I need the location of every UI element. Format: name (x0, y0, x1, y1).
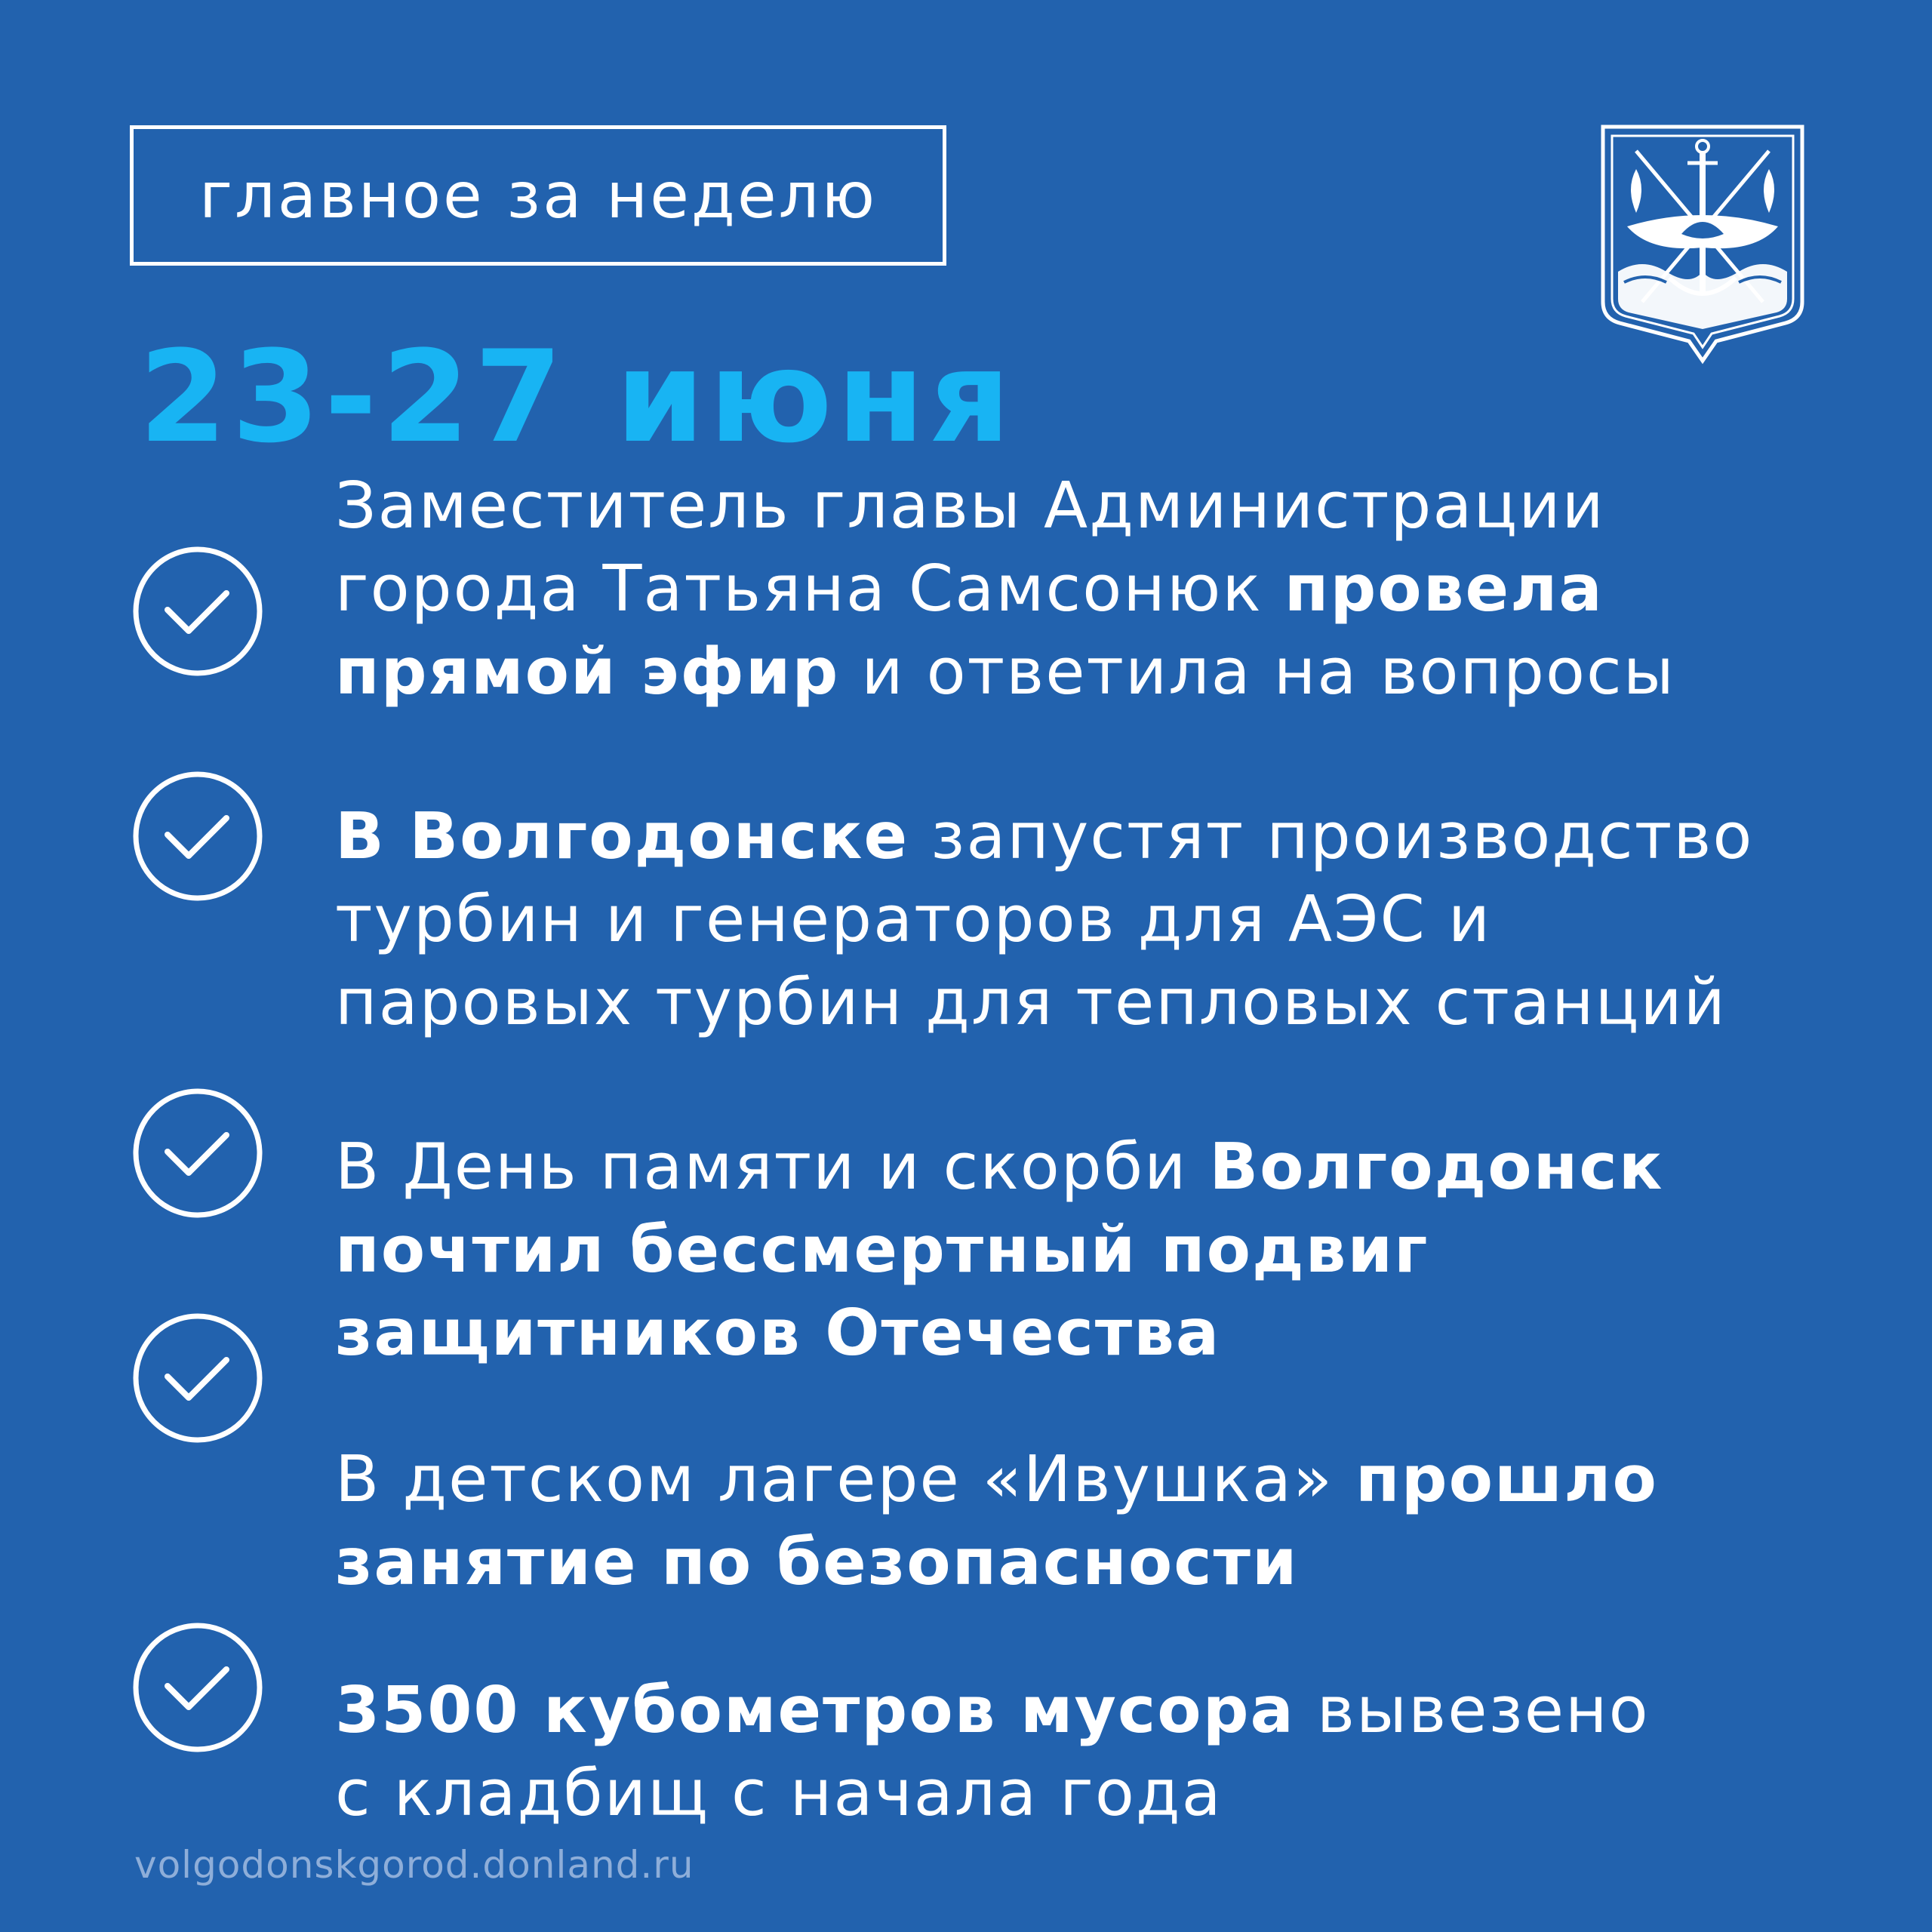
news-highlight: Волгодонск (1209, 1130, 1664, 1204)
news-highlight: занятие по безопасности (335, 1525, 1299, 1600)
coat-of-arms-icon (1597, 121, 1808, 370)
news-highlight: защитников Отечества (335, 1296, 1221, 1371)
news-text: В детском лагере «Ивушка» (335, 1442, 1355, 1517)
news-text: В День памяти и скорби (335, 1130, 1210, 1204)
header-label-box (130, 125, 946, 266)
news-highlight: прошло (1355, 1442, 1658, 1517)
check-circle-icon (130, 1085, 266, 1221)
check-circle-icon (130, 1310, 266, 1446)
check-circle-icon (130, 768, 266, 904)
news-item-turbine-production (335, 795, 1867, 1044)
check-circle-icon (130, 1620, 266, 1755)
news-item-safety-lesson (335, 1438, 1867, 1604)
news-item-garbage-removal (335, 1669, 1867, 1835)
news-highlight: 3500 кубометров мусора (335, 1673, 1295, 1748)
news-text: города Татьяна Самсонюк (335, 552, 1284, 626)
news-text: и ответила на вопросы (839, 635, 1675, 709)
news-text: вывезено (1294, 1673, 1650, 1748)
news-text: запустят производство (909, 799, 1754, 874)
news-highlight: В Волгодонске (335, 799, 909, 874)
check-circle-icon (130, 543, 266, 679)
news-text: с кладбищ с начала года (335, 1756, 1223, 1831)
header-label: главное за неделю (198, 158, 878, 232)
news-text: турбин и генераторов для АЭС и (335, 882, 1492, 957)
date-range-title: 23-27 июня (139, 323, 1015, 471)
footer-website-url: volgodonskgorod.donland.ru (134, 1843, 694, 1887)
news-highlight: провела (1284, 552, 1604, 626)
news-highlight: прямой эфир (335, 635, 840, 709)
news-text: Заместитель главы Администрации (335, 469, 1605, 543)
news-item-live-broadcast (335, 465, 1867, 714)
news-text: паровых турбин для тепловых станций (335, 965, 1727, 1040)
news-item-memory-day (335, 1126, 1867, 1375)
news-highlight: почтил бессмертный подвиг (335, 1213, 1429, 1287)
